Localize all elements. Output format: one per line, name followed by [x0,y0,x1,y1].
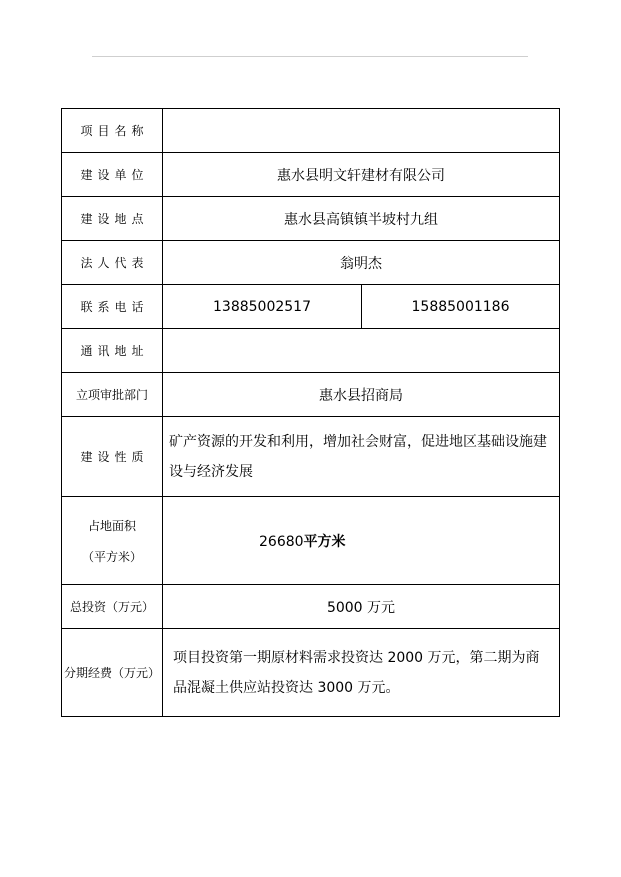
value-construction-unit: 惠水县明文轩建材有限公司 [163,153,560,197]
page-header-rule [92,56,528,57]
label-phased-funding: 分期经费（万元） [62,629,163,717]
value-phased-funding: 项目投资第一期原材料需求投资达 2000 万元，第二期为商品混凝土供应站投资达 3000 万元。 [163,629,560,717]
row-contact-phone [62,285,560,329]
value-legal-representative: 翁明杰 [163,241,560,285]
label-construction-site: 建设地点 [62,197,163,241]
value-land-area [163,497,560,585]
row-phased-funding [62,629,560,717]
row-total-investment [62,585,560,629]
label-total-investment: 总投资（万元） [62,585,163,629]
row-construction-unit [62,153,560,197]
value-land-area-unit: 平方米 [303,533,346,550]
value-construction-nature: 矿产资源的开发和利用，增加社会财富，促进地区基础设施建设与经济发展 [163,417,560,497]
label-construction-unit: 建设单位 [62,153,163,197]
value-land-area-number: 26680 [259,533,304,550]
value-phone-1: 13885002517 [163,285,362,329]
label-land-area [62,497,163,585]
label-land-area-main: 占地面积 [87,518,136,533]
value-approval-department: 惠水县招商局 [163,373,560,417]
row-construction-site [62,197,560,241]
label-construction-nature: 建设性质 [62,417,163,497]
value-construction-site: 惠水县高镇镇半坡村九组 [163,197,560,241]
value-mailing-address [163,329,560,373]
row-approval-department [62,373,560,417]
label-contact-phone: 联系电话 [62,285,163,329]
label-project-name: 项目名称 [62,109,163,153]
value-project-name [163,109,560,153]
label-legal-representative: 法人代表 [62,241,163,285]
row-project-name [62,109,560,153]
row-construction-nature [62,417,560,497]
label-land-area-unit: （平方米） [81,549,142,564]
row-mailing-address [62,329,560,373]
label-approval-department: 立项审批部门 [62,373,163,417]
value-total-investment: 5000 万元 [163,585,560,629]
value-phone-2: 15885001186 [362,285,560,329]
project-info-table [61,108,560,717]
label-mailing-address: 通讯地址 [62,329,163,373]
row-legal-representative [62,241,560,285]
row-land-area [62,497,560,585]
